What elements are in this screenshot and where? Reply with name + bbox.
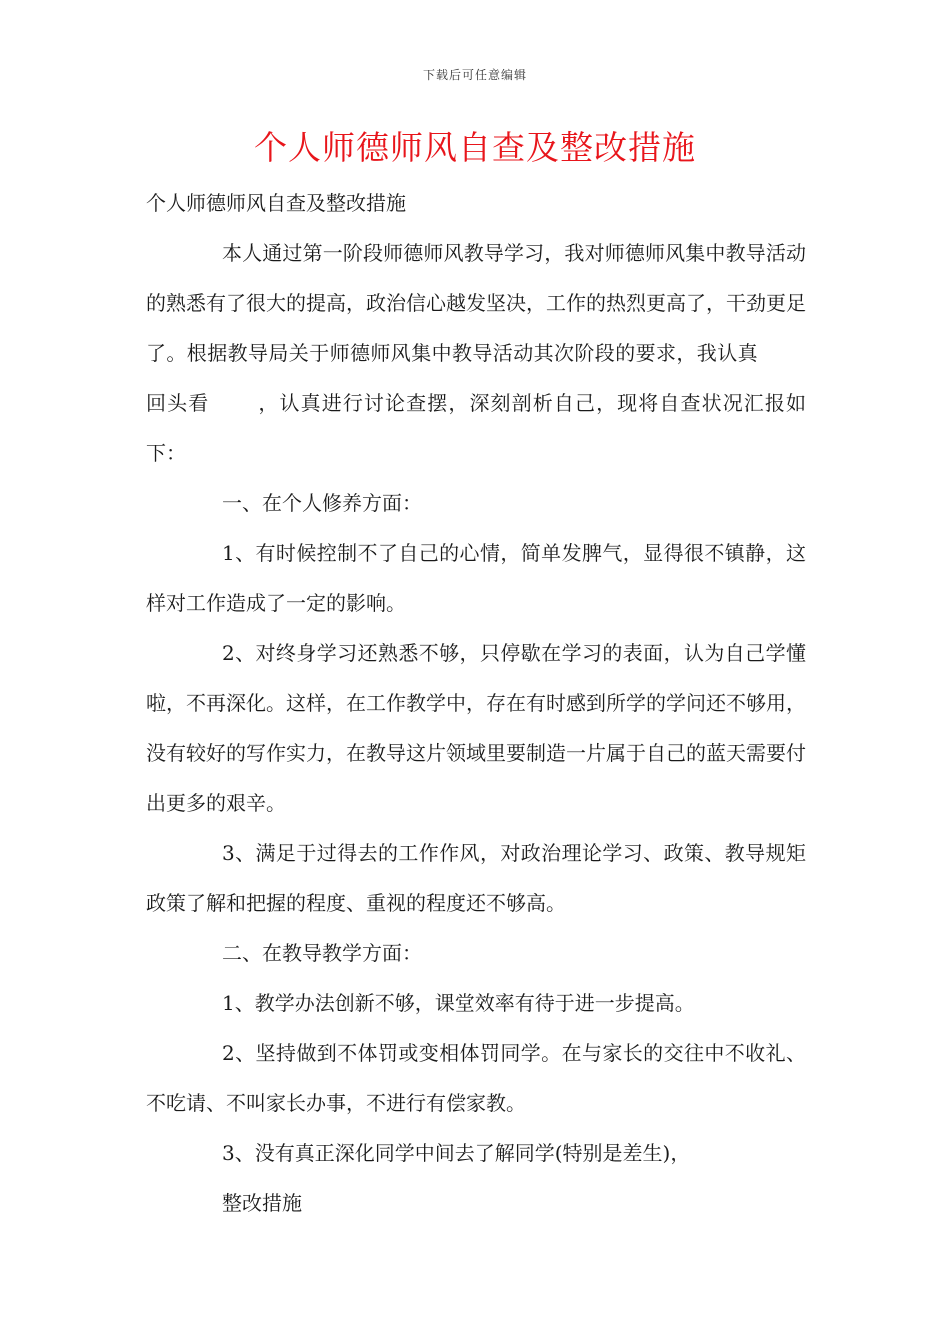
intro-text-b: 回头看 bbox=[146, 391, 210, 415]
section2-item-1: 1、教学办法创新不够，课堂效率有待于进一步提高。 bbox=[222, 991, 695, 1015]
section-heading-1: 一、在个人修养方面： bbox=[222, 491, 422, 515]
section1-item-2: 2、对终身学习还熟悉不够，只停歇在学习的表面，认为自己学懂啦，不再深化。这样，在工作教学中，存在有时感到所学的学问还不够用，没有较好的写作实力，在教导这片领域里要制造一片属于自己的蓝天需要付出更多的艰辛。 bbox=[146, 641, 806, 815]
section-heading-3: 整改措施 bbox=[222, 1191, 302, 1215]
intro-text-a: 本人通过第一阶段师德师风教导学习，我对师德师风集中教导活动的熟悉有了很大的提高，政治信心越发坚决，工作的热烈更高了，干劲更足了。根据教导局关于师德师风集中教导活动其次阶段的要求，我认真 bbox=[146, 241, 806, 365]
section2-item-2: 2、坚持做到不体罚或变相体罚同学。在与家长的交往中不收礼、不吃请、不叫家长办事，不进行有偿家教。 bbox=[146, 1041, 806, 1115]
document-body bbox=[146, 178, 806, 1228]
section-heading-2: 二、在教导教学方面： bbox=[222, 941, 422, 965]
section2-item-3: 3、没有真正深化同学中间去了解同学(特别是差生)， bbox=[222, 1141, 691, 1165]
intro-paragraph bbox=[146, 228, 806, 478]
intro-text-c: ，认真进行讨论查摆，深刻剖析自己，现将自查状况汇报如下： bbox=[146, 391, 807, 465]
section1-item-1: 1、有时候控制不了自己的心情，简单发脾气，显得很不镇静，这样对工作造成了一定的影响。 bbox=[146, 541, 806, 615]
header-note: 下载后可任意编辑 bbox=[422, 68, 527, 82]
section1-item-3: 3、满足于过得去的工作作风，对政治理论学习、政策、教导规矩政策了解和把握的程度、重视的程度还不够高。 bbox=[146, 841, 806, 915]
subtitle: 个人师德师风自查及整改措施 bbox=[146, 191, 406, 215]
document-title: 个人师德师风自查及整改措施 bbox=[254, 128, 696, 167]
